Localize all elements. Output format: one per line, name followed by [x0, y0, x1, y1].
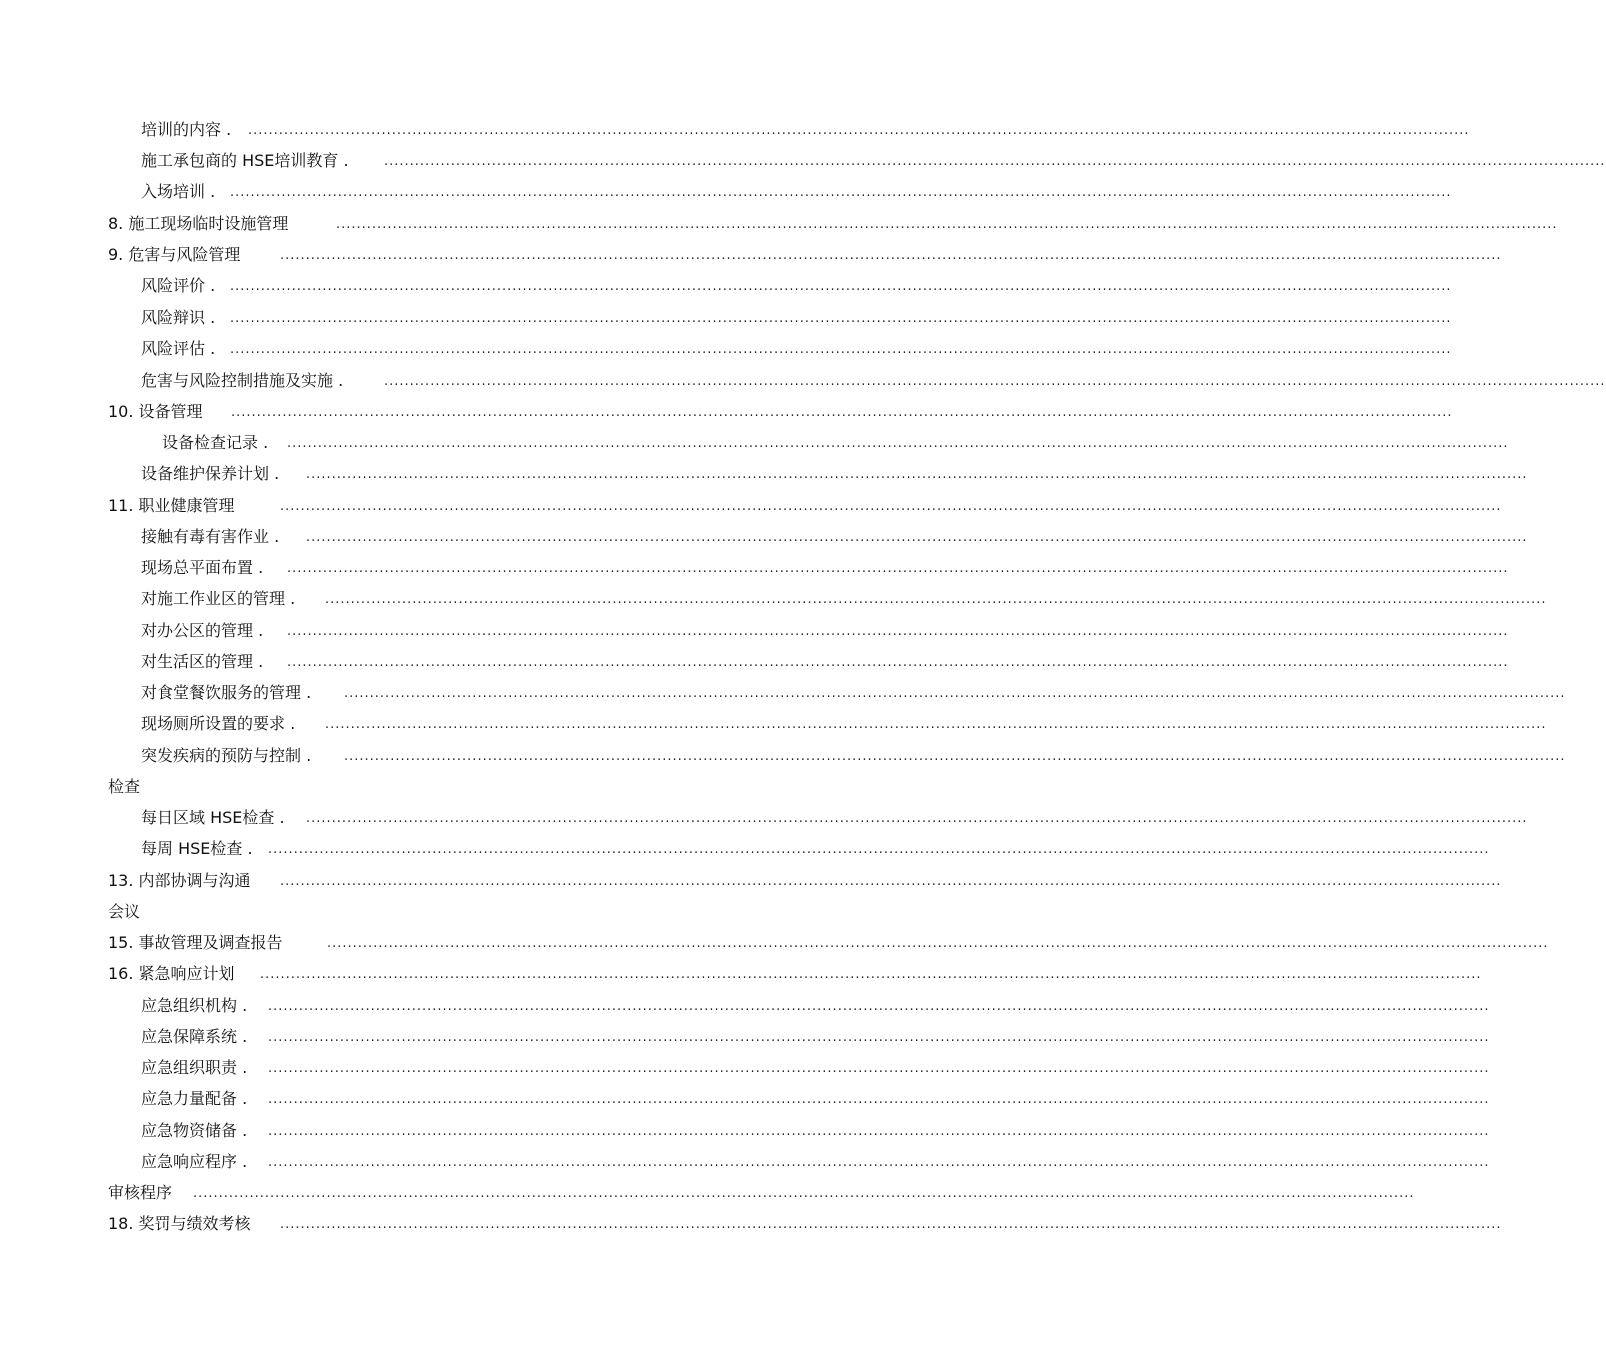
- toc-entry-label: 风险评估 .: [141, 339, 216, 358]
- toc-entry-label: 应急保障系统 .: [141, 1027, 248, 1046]
- toc-leader-dots: ..............................................................................................................................................................................................................................................: [344, 686, 1566, 701]
- toc-entry-label: 应急力量配备 .: [141, 1089, 248, 1108]
- toc-leader-dots: ..............................................................................................................................................................................................................................................: [230, 279, 1452, 294]
- toc-entry-label: 11. 职业健康管理: [108, 496, 235, 515]
- toc-entry-label: 对食堂餐饮服务的管理 .: [141, 683, 312, 702]
- toc-leader-dots: ..............................................................................................................................................................................................................................................: [268, 842, 1490, 857]
- toc-entry: [141, 462, 279, 486]
- toc-leader-dots: ..............................................................................................................................................................................................................................................: [230, 342, 1452, 357]
- toc-entry: [141, 369, 343, 393]
- toc-leader-dots: ..............................................................................................................................................................................................................................................: [260, 967, 1482, 982]
- toc-entry: [141, 994, 247, 1018]
- toc-entry-label: 每日区域 HSE检查 .: [141, 808, 285, 827]
- toc-entry-label: 应急组织机构 .: [141, 996, 248, 1015]
- toc-leader-dots: ..............................................................................................................................................................................................................................................: [230, 185, 1452, 200]
- toc-entry-label: 16. 紧急响应计划: [108, 964, 235, 983]
- toc-entry: [141, 806, 285, 830]
- toc-leader-dots: ..............................................................................................................................................................................................................................................: [230, 311, 1452, 326]
- toc-entry-label: 应急响应程序 .: [141, 1152, 248, 1171]
- toc-entry: [141, 837, 253, 861]
- toc-entry: [141, 556, 263, 580]
- toc-entry: [141, 619, 263, 643]
- toc-leader-dots: ..............................................................................................................................................................................................................................................: [287, 561, 1509, 576]
- toc-entry: [141, 180, 215, 204]
- toc-leader-dots: ..............................................................................................................................................................................................................................................: [248, 123, 1470, 138]
- toc-entry-label: 审核程序: [108, 1183, 173, 1202]
- toc-entry-label: 现场厕所设置的要求 .: [141, 714, 296, 733]
- toc-entry-label: 18. 奖罚与绩效考核: [108, 1214, 251, 1233]
- toc-entry: [108, 494, 235, 518]
- toc-leader-dots: ..............................................................................................................................................................................................................................................: [336, 217, 1558, 232]
- toc-leader-dots: ..............................................................................................................................................................................................................................................: [193, 1186, 1415, 1201]
- toc-leader-dots: ..............................................................................................................................................................................................................................................: [268, 1030, 1490, 1045]
- toc-entry-label: 入场培训 .: [141, 182, 216, 201]
- toc-entry: [108, 243, 240, 267]
- toc-entry: [108, 1212, 251, 1236]
- toc-entry-label: 对生活区的管理 .: [141, 652, 264, 671]
- toc-entry-label: 风险评价 .: [141, 276, 216, 295]
- toc-entry-label: 施工承包商的 HSE培训教育 .: [141, 151, 349, 170]
- toc-entry: [141, 149, 349, 173]
- toc-leader-dots: ..............................................................................................................................................................................................................................................: [384, 374, 1606, 389]
- toc-entry-label: 13. 内部协调与沟通: [108, 871, 251, 890]
- toc-entry-label: 接触有毒有害作业 .: [141, 527, 280, 546]
- toc-leader-dots: ..............................................................................................................................................................................................................................................: [384, 154, 1606, 169]
- toc-leader-dots: ..............................................................................................................................................................................................................................................: [287, 436, 1509, 451]
- toc-entry: [141, 1087, 247, 1111]
- toc-leader-dots: ..............................................................................................................................................................................................................................................: [268, 1124, 1490, 1139]
- toc-entry-label: 10. 设备管理: [108, 402, 203, 421]
- toc-leader-dots: ..............................................................................................................................................................................................................................................: [287, 655, 1509, 670]
- toc-entry-label: 应急物资储备 .: [141, 1121, 248, 1140]
- toc-leader-dots: ..............................................................................................................................................................................................................................................: [231, 405, 1453, 420]
- toc-entry: [162, 431, 268, 455]
- toc-entry: [141, 650, 263, 674]
- toc-leader-dots: ..............................................................................................................................................................................................................................................: [306, 467, 1528, 482]
- toc-entry: [141, 525, 279, 549]
- toc-entry: [108, 400, 203, 424]
- toc-leader-dots: ..............................................................................................................................................................................................................................................: [268, 1061, 1490, 1076]
- toc-entry-label: 9. 危害与风险管理: [108, 245, 241, 264]
- toc-entry: [108, 212, 288, 236]
- toc-entry: [108, 1181, 172, 1205]
- toc-leader-dots: ..............................................................................................................................................................................................................................................: [325, 717, 1547, 732]
- toc-entry-label: 突发疾病的预防与控制 .: [141, 746, 312, 765]
- toc-entry: [141, 337, 215, 361]
- toc-leader-dots: ..............................................................................................................................................................................................................................................: [344, 749, 1566, 764]
- toc-entry-label: 现场总平面布置 .: [141, 558, 264, 577]
- toc-leader-dots: ..............................................................................................................................................................................................................................................: [280, 248, 1502, 263]
- toc-entry-label: 15. 事故管理及调查报告: [108, 933, 283, 952]
- toc-entry: [108, 900, 140, 924]
- toc-entry: [141, 118, 231, 142]
- toc-entry-label: 8. 施工现场临时设施管理: [108, 214, 289, 233]
- toc-entry-label: 每周 HSE检查 .: [141, 839, 253, 858]
- toc-entry: [108, 775, 140, 799]
- toc-entry: [141, 712, 295, 736]
- toc-leader-dots: ..............................................................................................................................................................................................................................................: [280, 1217, 1502, 1232]
- toc-leader-dots: ..............................................................................................................................................................................................................................................: [287, 624, 1509, 639]
- toc-entry: [108, 869, 251, 893]
- toc-leader-dots: ..............................................................................................................................................................................................................................................: [280, 874, 1502, 889]
- toc-leader-dots: ..............................................................................................................................................................................................................................................: [306, 811, 1528, 826]
- toc-leader-dots: ..............................................................................................................................................................................................................................................: [280, 499, 1502, 514]
- toc-leader-dots: ..............................................................................................................................................................................................................................................: [325, 592, 1547, 607]
- toc-entry: [141, 1025, 247, 1049]
- toc-entry: [141, 1119, 247, 1143]
- toc-leader-dots: ..............................................................................................................................................................................................................................................: [327, 936, 1549, 951]
- toc-entry: [141, 744, 311, 768]
- toc-entry-label: 应急组织职责 .: [141, 1058, 248, 1077]
- toc-entry-label: 培训的内容 .: [141, 120, 232, 139]
- toc-entry-label: 对施工作业区的管理 .: [141, 589, 296, 608]
- toc-entry: [108, 931, 283, 955]
- toc-leader-dots: ..............................................................................................................................................................................................................................................: [268, 1155, 1490, 1170]
- toc-leader-dots: ..............................................................................................................................................................................................................................................: [306, 530, 1528, 545]
- toc-entry: [108, 962, 235, 986]
- toc-entry: [141, 1150, 247, 1174]
- toc-entry-label: 检查: [108, 777, 141, 796]
- toc-entry: [141, 1056, 247, 1080]
- toc-leader-dots: ..............................................................................................................................................................................................................................................: [268, 1092, 1490, 1107]
- toc-leader-dots: ..............................................................................................................................................................................................................................................: [268, 999, 1490, 1014]
- toc-entry-label: 风险辩识 .: [141, 308, 216, 327]
- toc-entry: [141, 274, 215, 298]
- toc-entry-label: 设备维护保养计划 .: [141, 464, 280, 483]
- toc-entry: [141, 681, 311, 705]
- toc-entry-label: 危害与风险控制措施及实施 .: [141, 371, 344, 390]
- toc-entry-label: 对办公区的管理 .: [141, 621, 264, 640]
- toc-entry: [141, 587, 295, 611]
- toc-entry-label: 设备检查记录 .: [162, 433, 269, 452]
- toc-entry-label: 会议: [108, 902, 141, 921]
- toc-entry: [141, 306, 215, 330]
